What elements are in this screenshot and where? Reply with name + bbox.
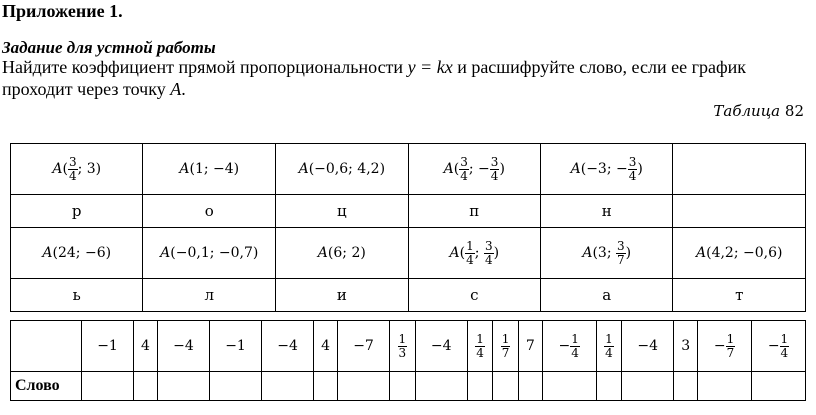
word-row: [11, 372, 806, 401]
numerator: 1: [398, 331, 407, 346]
fraction: [780, 333, 790, 359]
answer-values-row: [11, 321, 806, 372]
letters-row: [11, 195, 806, 228]
point-letter: A: [179, 161, 190, 177]
word-letter-cell: [390, 372, 416, 401]
answer-value-cell: [157, 321, 209, 372]
point-letter: A: [582, 245, 593, 261]
letter-cell: а: [540, 279, 672, 312]
point-letter: A: [695, 245, 707, 261]
numerator: 1: [571, 331, 579, 346]
point-letter: A: [52, 161, 63, 177]
answer-value-cell: [622, 321, 674, 372]
point-text: (24; −6): [52, 245, 112, 261]
word-letter-cell: [493, 372, 519, 401]
fraction: [68, 156, 78, 182]
point-letter: A: [160, 245, 171, 261]
point-text: ; 3): [77, 161, 102, 177]
answer-value: 7: [525, 338, 535, 354]
point-letter: A: [317, 245, 328, 261]
task-title: Задание для устной работы: [2, 38, 216, 57]
numerator: 1: [780, 331, 789, 346]
denominator: 7: [501, 345, 510, 360]
answer-value: −4: [637, 338, 659, 354]
letter-cell: о: [143, 195, 276, 228]
answer-value-cell: [674, 321, 698, 372]
answer-value-cell: [698, 321, 752, 372]
answer-table: [10, 320, 806, 401]
word-letter-cell: [518, 372, 542, 401]
letter-cell: л: [143, 279, 276, 312]
point-text: (: [459, 245, 466, 261]
point-text: (: [62, 161, 68, 177]
answer-value-cell: [542, 321, 596, 372]
point-cell: [673, 144, 806, 195]
denominator: 3: [398, 345, 407, 360]
fraction: [465, 240, 475, 266]
answer-value: −4: [277, 338, 298, 354]
point-cell: [11, 144, 143, 195]
letter-cell: [673, 195, 806, 228]
instruction-line-1: [2, 57, 746, 78]
answer-value: 4: [141, 338, 150, 354]
instruction-line-2: [2, 79, 186, 100]
numerator: 3: [628, 154, 637, 169]
letter-cell: и: [276, 279, 409, 312]
numerator: 3: [68, 154, 77, 169]
instruction-point: A: [170, 79, 182, 99]
fraction: [501, 333, 511, 359]
letter-cell: н: [540, 195, 672, 228]
letter-cell: п: [408, 195, 540, 228]
numerator: 3: [490, 154, 499, 169]
denominator: 4: [460, 168, 468, 183]
answer-sign: −: [713, 338, 726, 354]
numerator: 1: [476, 331, 484, 346]
blank-label-cell: [11, 321, 82, 372]
table-caption: [713, 102, 804, 120]
word-letter-cell: [542, 372, 596, 401]
letter-cell: с: [408, 279, 540, 312]
numerator: 1: [466, 238, 474, 253]
denominator: 4: [490, 168, 499, 183]
word-letter-cell: [698, 372, 752, 401]
points-row: [11, 228, 806, 279]
answer-value: 4: [321, 338, 331, 354]
denominator: 4: [780, 345, 789, 360]
point-text: (−3; −: [580, 161, 628, 177]
answer-value: −4: [430, 338, 452, 354]
numerator: 1: [501, 331, 510, 346]
point-letter: A: [443, 161, 454, 177]
table-caption-number: 82: [784, 102, 804, 120]
denominator: 4: [628, 168, 637, 183]
answer-value-cell: [338, 321, 390, 372]
point-cell: [276, 144, 409, 195]
denominator: 7: [726, 345, 735, 360]
answer-value-cell: [134, 321, 158, 372]
point-cell: [143, 228, 276, 279]
answer-value-cell: [415, 321, 467, 372]
answer-value-cell: [493, 321, 519, 372]
point-text: (6; 2): [327, 245, 366, 261]
answer-value: −7: [353, 338, 374, 354]
word-letter-cell: [596, 372, 622, 401]
point-text: (: [453, 161, 460, 177]
point-text: (1; −4): [189, 161, 240, 177]
letter-cell: ц: [276, 195, 409, 228]
answer-value-cell: [210, 321, 262, 372]
appendix-heading: Приложение 1.: [2, 1, 123, 21]
numerator: 1: [726, 331, 735, 346]
denominator: 4: [68, 168, 77, 183]
point-cell: [276, 228, 409, 279]
word-letter-cell: [752, 372, 806, 401]
instruction-text: и расшифруйте слово, если ее график: [452, 57, 746, 77]
instruction-formula: y = kx: [407, 57, 453, 77]
point-letter: A: [570, 161, 581, 177]
table-caption-word: Таблица: [713, 102, 781, 120]
fraction: [459, 156, 469, 182]
denominator: 4: [605, 345, 613, 360]
word-letter-cell: [82, 372, 134, 401]
word-letter-cell: [415, 372, 467, 401]
points-row: [11, 144, 806, 195]
point-text: (−0,6; 4,2): [308, 161, 386, 177]
answer-value-cell: [467, 321, 493, 372]
denominator: 4: [466, 252, 474, 267]
point-text: (−0,1; −0,7): [170, 245, 259, 261]
answer-value-cell: [82, 321, 134, 372]
fraction: [726, 333, 736, 359]
point-letter: A: [449, 245, 460, 261]
answer-sign: −: [558, 338, 571, 354]
word-letter-cell: [338, 372, 390, 401]
answer-value: −1: [225, 338, 246, 354]
word-letter-cell: [314, 372, 338, 401]
fraction: [398, 333, 408, 359]
fraction: [616, 240, 626, 266]
fraction: [604, 333, 614, 359]
point-letter: A: [298, 161, 309, 177]
word-letter-cell: [467, 372, 493, 401]
point-text: ): [499, 161, 505, 177]
point-cell: [408, 228, 540, 279]
numerator: 1: [605, 331, 613, 346]
point-cell: [540, 144, 672, 195]
instruction-text: Найдите коэффициент прямой пропорциональности: [2, 57, 408, 77]
denominator: 4: [571, 345, 579, 360]
point-letter: A: [42, 245, 53, 261]
instruction-text: проходит через точку: [2, 79, 171, 99]
point-cell: [673, 228, 806, 279]
point-cell: [408, 144, 540, 195]
point-text: ): [493, 245, 500, 261]
instruction-text: .: [181, 79, 186, 99]
answer-value: −1: [97, 338, 118, 354]
denominator: 4: [476, 345, 484, 360]
answer-value-cell: [518, 321, 542, 372]
point-text: ): [637, 161, 643, 177]
fraction: [475, 333, 485, 359]
numerator: 3: [617, 238, 625, 253]
denominator: 4: [484, 252, 493, 267]
denominator: 7: [617, 252, 625, 267]
word-letter-cell: [210, 372, 262, 401]
answer-sign: −: [767, 338, 780, 354]
point-text: ; −: [468, 161, 490, 177]
answer-value-cell: [390, 321, 416, 372]
point-cell: [540, 228, 672, 279]
word-letter-cell: [674, 372, 698, 401]
fraction: [484, 240, 494, 266]
letter-cell: т: [673, 279, 806, 312]
point-text: ): [625, 245, 632, 261]
numerator: 3: [484, 238, 493, 253]
points-letters-table: [10, 143, 806, 312]
letter-cell: ь: [11, 279, 143, 312]
word-letter-cell: [157, 372, 209, 401]
answer-value: 3: [681, 338, 691, 354]
word-letter-cell: [622, 372, 674, 401]
point-text: (3;: [592, 245, 616, 261]
point-cell: [143, 144, 276, 195]
answer-value-cell: [596, 321, 622, 372]
fraction: [490, 156, 500, 182]
letters-row: [11, 279, 806, 312]
letter-cell: р: [11, 195, 143, 228]
answer-value: −4: [173, 338, 194, 354]
fraction: [570, 333, 580, 359]
answer-value-cell: [314, 321, 338, 372]
point-text: ;: [474, 245, 484, 261]
answer-value-cell: [262, 321, 314, 372]
fraction: [628, 156, 638, 182]
word-letter-cell: [134, 372, 158, 401]
word-letter-cell: [262, 372, 314, 401]
numerator: 3: [460, 154, 468, 169]
word-label: Слово: [11, 372, 82, 401]
point-text: (4,2; −0,6): [706, 245, 783, 261]
point-cell: [11, 228, 143, 279]
answer-value-cell: [752, 321, 806, 372]
